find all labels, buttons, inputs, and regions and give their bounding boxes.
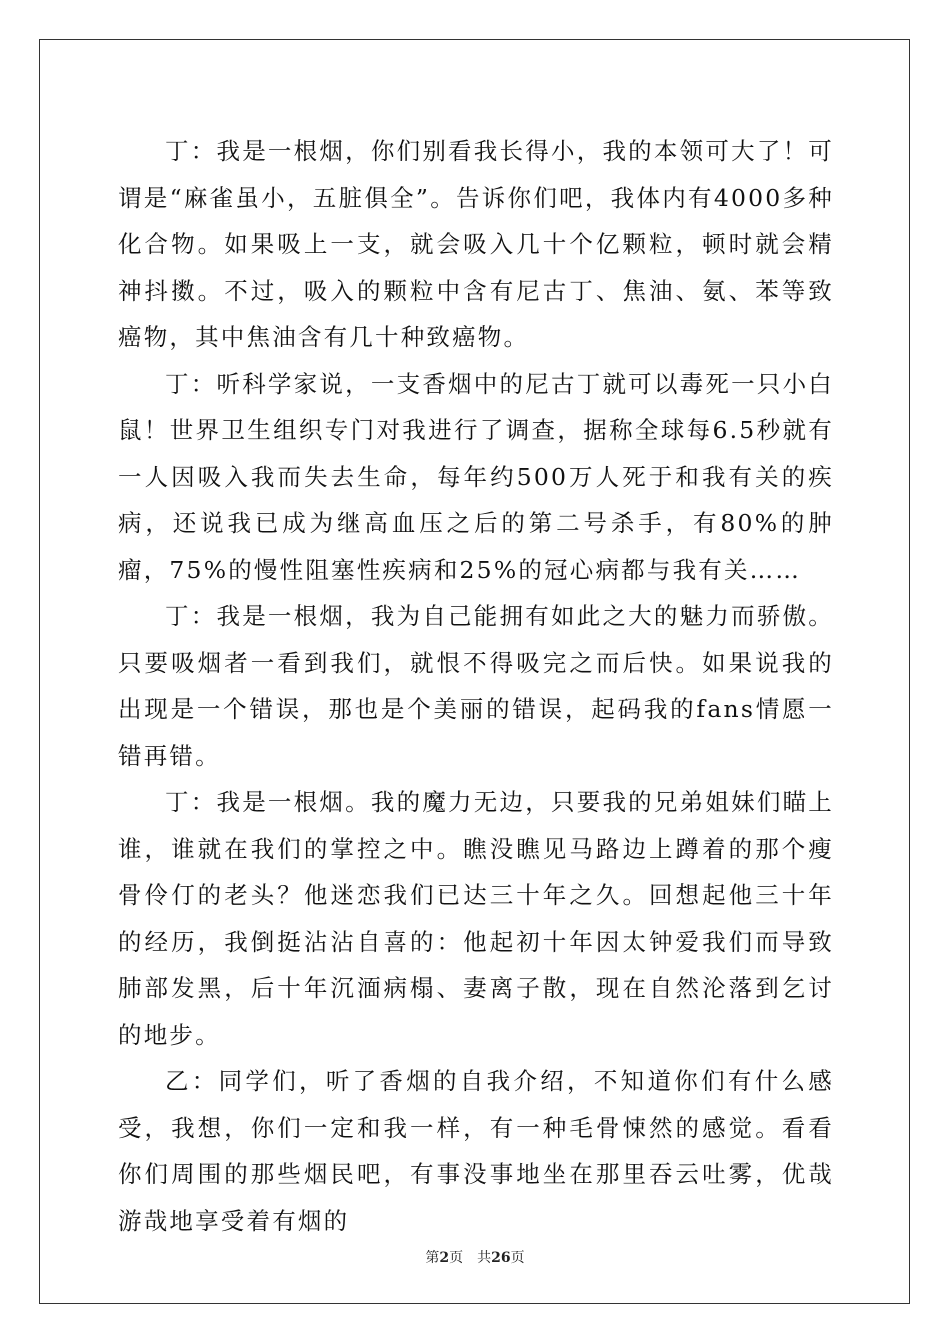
total-pages: 26 <box>491 1250 511 1266</box>
paragraph-2: 丁：听科学家说，一支香烟中的尼古丁就可以毒死一只小白鼠！世界卫生组织专门对我进行了调查，据称全球每6.5秒就有一人因吸入我而失去生命，每年约500万人死于和我有关的疾病，还说我已成为继高血压之后的第二号杀手，有80%的肿瘤，75%的慢性阻塞性疾病和25%的冠心病都与我有关…… <box>118 369 834 584</box>
paragraph-3: 丁：我是一根烟，我为自己能拥有如此之大的魅力而骄傲。只要吸烟者一看到我们，就恨不得吸完之而后快。如果说我的出现是一个错误，那也是个美丽的错误，起码我的fans情愿一错再错。 <box>118 602 834 770</box>
paragraph-1: 丁：我是一根烟，你们别看我长得小，我的本领可大了！可谓是“麻雀虽小，五脏俱全”。告诉你们吧，我体内有4000多种化合物。如果吸上一支，就会吸入几十个亿颗粒，顿时就会精神抖擞。不过，吸入的颗粒中含有尼古丁、焦油、氨、苯等致癌物，其中焦油含有几十种致癌物。 <box>118 137 834 351</box>
document-body <box>118 128 834 1244</box>
total-prefix: 共 <box>477 1250 492 1266</box>
page-number: 2 <box>439 1250 450 1266</box>
paragraph-5: 乙：同学们，听了香烟的自我介绍，不知道你们有什么感受，我想，你们一定和我一样，有一种毛骨悚然的感觉。看看你们周围的那些烟民吧，有事没事地坐在那里吞云吐雾，优哉游哉地享受着有烟的 <box>118 1067 834 1235</box>
page-suffix: 页 <box>449 1250 464 1266</box>
page-prefix: 第 <box>425 1250 440 1266</box>
page-footer <box>0 1247 950 1267</box>
total-suffix: 页 <box>510 1250 525 1266</box>
paragraph-4: 丁：我是一根烟。我的魔力无边，只要我的兄弟姐妹们瞄上谁，谁就在我们的掌控之中。瞧没瞧见马路边上蹲着的那个瘦骨伶仃的老头？他迷恋我们已达三十年之久。回想起他三十年的经历，我倒挺沾沾自喜的：他起初十年因太钟爱我们而导致肺部发黑，后十年沉湎病榻、妻离子散，现在自然沦落到乞讨的地步。 <box>118 788 834 1049</box>
